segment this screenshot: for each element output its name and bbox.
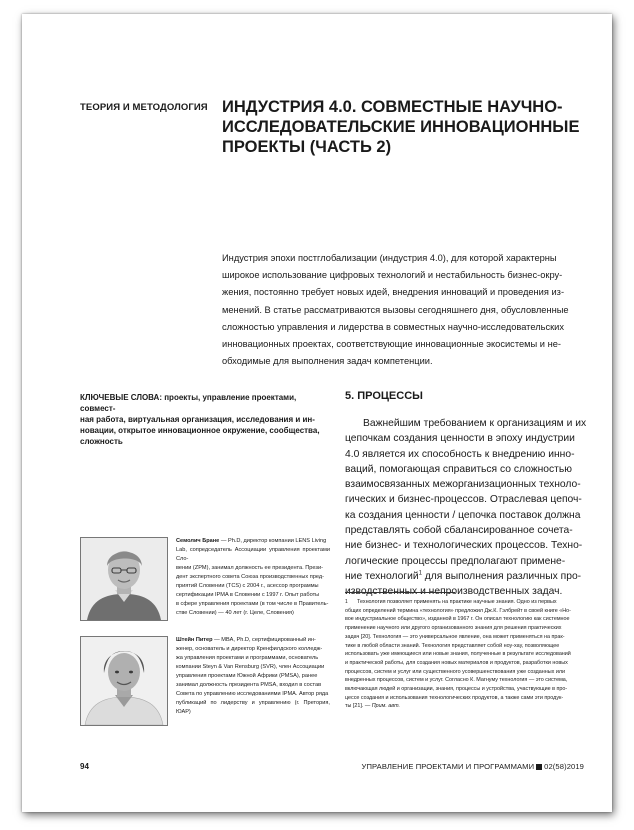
footnote-note: Прим. авт. bbox=[371, 703, 400, 710]
bio-line: управления проектами Южной Африки (PMSA), ранее bbox=[176, 673, 318, 679]
author-photo bbox=[80, 537, 168, 621]
title-line: ИССЛЕДОВАТЕЛЬСКИЕ ИННОВАЦИОННЫЕ bbox=[222, 118, 580, 136]
bio-line: в сфере управления проектами (в том числе в Правитель- bbox=[176, 601, 329, 607]
journal-page bbox=[22, 14, 612, 812]
footnote-line: использовать уже имеющиеся или новые знания, полученные в результате исследований bbox=[345, 651, 571, 658]
portrait-icon bbox=[81, 637, 167, 725]
bio-line: Совета по управлению исследованиями IPMA. Автор ряда bbox=[176, 691, 329, 697]
author-name: Семолич Бране bbox=[176, 538, 220, 544]
journal-name: УПРАВЛЕНИЕ ПРОЕКТАМИ И ПРОГРАММАМИ bbox=[361, 762, 535, 771]
body-line: логические процессы предполагают примене- bbox=[345, 555, 566, 567]
abstract-line: обходимые для выполнения задач компетенции. bbox=[222, 356, 433, 367]
portrait-icon bbox=[81, 538, 167, 620]
footnote-line: задач [20]. Технология — это универсальное явление, она может применяться на прак- bbox=[345, 633, 565, 640]
body-line: для выполнения различных про- bbox=[421, 570, 582, 582]
abstract-line: менений. В статье рассматриваются вызовы сегодняшнего дня, обусловленные bbox=[222, 304, 569, 315]
bio-line: — MBA, Ph.D, сертифицированный ин- bbox=[212, 637, 316, 643]
body-line: изводственных и непроизводственных задач. bbox=[345, 586, 563, 598]
bio-line: вении (ZPM), занимал должность ее президента. Прези- bbox=[176, 565, 323, 571]
bio-line: публикаций по лидерству и управлению (г. Претория, ЮАР) bbox=[176, 700, 330, 715]
footnote-line: цессе создания и использования технологических продуктов, а также сами эти продук- bbox=[345, 694, 564, 701]
footnote-line: Технология позволяет применять на практике научные знания. Одно из первых bbox=[357, 599, 557, 605]
bio-line: женер, основатель и директор Кренфилдского колледж- bbox=[176, 646, 323, 652]
body-line: 4.0 является их способность к внедрению инно- bbox=[345, 448, 575, 460]
page-number: 94 bbox=[80, 762, 89, 771]
body-line: ваций, помогающая справиться со сложностью bbox=[345, 463, 572, 475]
journal-footer bbox=[362, 762, 584, 771]
title-line: ПРОЕКТЫ (ЧАСТЬ 2) bbox=[222, 138, 392, 156]
issue-number: 02(58)2019 bbox=[544, 762, 584, 771]
bio-line: стве Словении) — 40 лет (г. Целе, Словения) bbox=[176, 610, 294, 616]
author-photo bbox=[80, 636, 168, 726]
body-line: взаимосвязанных межорганизационных техноло- bbox=[345, 479, 581, 491]
footnote-line: процессов, систем и услуг или существенного усовершенствования уже созданных или bbox=[345, 668, 565, 675]
abstract-line: сложностью управления и лидерства в совместных научно-исследовательских bbox=[222, 321, 565, 332]
keywords-line: ная работа, виртуальная организация, исследования и ин- bbox=[80, 415, 315, 424]
bio-line: компании Steyn & Van Rensburg (SVR), член Ассоциации bbox=[176, 664, 325, 670]
body-line: ние технологий bbox=[345, 570, 419, 582]
bio-line: дент экспертного совета Союза производственных пред- bbox=[176, 574, 325, 580]
abstract-line: инновационных проектах, соответствующие инновационные экосистемы и не- bbox=[222, 339, 561, 350]
abstract-line: Индустрия эпохи постглобализации (индустрия 4.0), для которой характерны bbox=[222, 253, 557, 263]
keywords-line: КЛЮЧЕВЫЕ СЛОВА: проекты, управление проектами, совмест- bbox=[80, 393, 297, 413]
body-line: ка создания ценности / цепочка поставок должна bbox=[345, 509, 581, 521]
square-separator-icon bbox=[536, 764, 542, 770]
bio-line: жа управления проектами и программами, основатель bbox=[176, 655, 319, 661]
section-label: ТЕОРИЯ И МЕТОДОЛОГИЯ bbox=[80, 102, 208, 113]
keywords-line: новации, открытое инновационное окружение, сообщества, bbox=[80, 426, 320, 435]
article-title bbox=[222, 97, 582, 157]
abstract bbox=[222, 250, 592, 370]
bio-line: занимал должность президента PMSA, входил в состав bbox=[176, 682, 322, 688]
section-heading: 5. ПРОЦЕССЫ bbox=[345, 390, 423, 402]
body-line: ние бизнес- и технологических процессов. Техно- bbox=[345, 540, 583, 552]
footnote-line: тике в любой области знаний. Технология представляет собой ноу-хау, позволяющее bbox=[345, 642, 560, 649]
keywords bbox=[80, 392, 330, 447]
bio-line: приятий Словении (TCS) с 2004 г., асессор программы bbox=[176, 583, 319, 589]
body-line: Важнейшим требованием к организациям и их bbox=[363, 418, 587, 429]
footnote bbox=[345, 598, 588, 711]
body-line: гических и бизнес-процессов. Отраслевая цепоч- bbox=[345, 494, 582, 506]
footnote-line: внедренных процессов, систем и услуг. Согласно К. Магнуму технология — это система, bbox=[345, 677, 568, 684]
footnote-reference[interactable]: 1 bbox=[418, 570, 422, 577]
footnote-line: и практической работы, для создания новых материалов и продуктов, разработки новых bbox=[345, 659, 568, 666]
title-line: ИНДУСТРИЯ 4.0. СОВМЕСТНЫЕ НАУЧНО- bbox=[222, 98, 563, 116]
abstract-line: жения, постоянно требует новых идей, внедрения инноваций и проведения из- bbox=[222, 287, 565, 298]
author-name: Штейн Питер bbox=[176, 637, 213, 643]
author-bio bbox=[176, 537, 330, 618]
author-bio bbox=[176, 636, 330, 717]
footnote-line: общих определений термина «технология» предложил Дж.К. Гэлбрейт в своей книге «Но- bbox=[345, 607, 571, 614]
footnote-line: применение научного или другого организованного знания для решения практических bbox=[345, 625, 562, 632]
footnote-line: включающая людей и организации, знания, процессы и устройства, участвующие в про- bbox=[345, 686, 568, 693]
footnote-divider bbox=[345, 592, 455, 593]
footnote-line: вое индустриальное общество», изданной в 1967 г. Он описал технологию как системное bbox=[345, 616, 570, 623]
bio-line: сертификации IPMA в Словении с 1997 г. Опыт работы bbox=[176, 592, 320, 598]
footnote-mark: 1 bbox=[345, 599, 348, 605]
footnote-line: ты [21]. — bbox=[345, 703, 372, 710]
bio-line: — Ph.D, директор компании LENS Living bbox=[219, 538, 327, 544]
bio-line: Lab, сопредседатель Ассоциации управления проектами Сло- bbox=[176, 547, 330, 562]
body-line: цепочкам создания ценности в эпоху индустрии bbox=[345, 433, 575, 445]
body-line: представлять собой сбалансированное сочета- bbox=[345, 525, 573, 537]
keywords-line: сложность bbox=[80, 437, 123, 446]
abstract-line: широкое использование цифровых технологий и нестабильность бизнес-окру- bbox=[222, 270, 563, 281]
body-text bbox=[345, 416, 588, 600]
